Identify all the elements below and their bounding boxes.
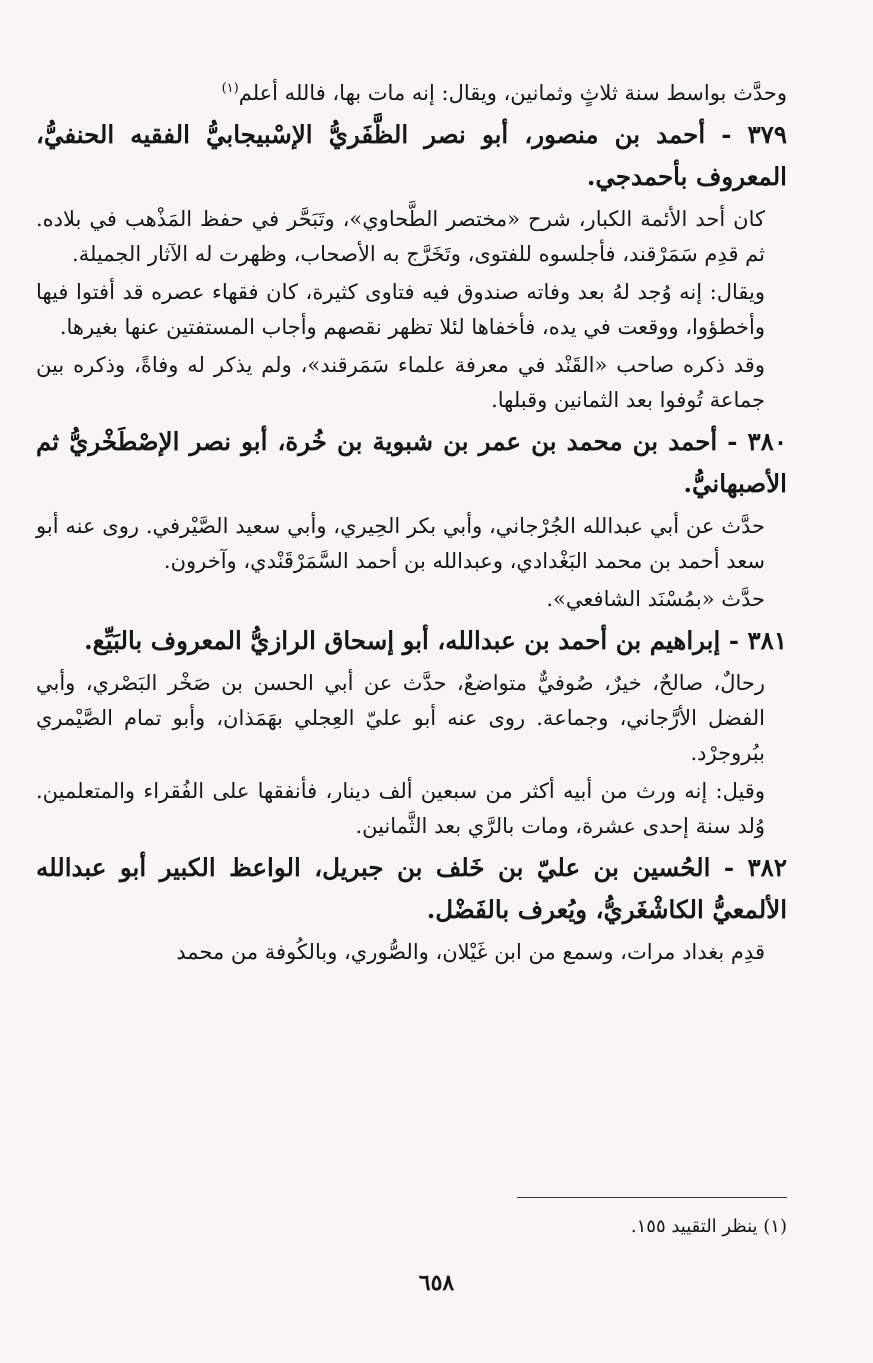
entry-heading: ٣٨١ - إبراهيم بن أحمد بن عبدالله، أبو إسحاق الرازيُّ المعروف بالبَيِّع. [84,626,787,655]
entry-paragraph: ويقال: إنه وُجد لهُ بعد وفاته صندوق فيه فتاوى كثيرة، كان فقهاء عصره قد أفتوا فيها وأخطؤوا، ووقعت في يده، فأخفاها لئلا تظهر نقصهم وأجاب المستفتين عنها بغيرها. [36,280,765,339]
footnote: (١) ينظر التقييد ١٥٥. [630,1216,787,1237]
entry-heading: ٣٧٩ - أحمد بن منصور، أبو نصر الظَّفَريُّ الإسْبيجابيُّ الفقيه الحنفيُّ، المعروف بأحمدجي. [36,120,787,191]
entry-paragraph: وقيل: إنه ورث من أبيه أكثر من سبعين ألف دينار، فأنفقها على الفُقراء والمتعلمين. وُلد سنة إحدى عشرة، ومات بالرَّي بعد الثَّمانين. [36,779,765,838]
entry-paragraph: وقد ذكره صاحب «القَنْد في معرفة علماء سَمَرقند»، ولم يذكر له وفاةً، وذكره بين جماعة تُوفوا بعد الثمانين وقبلها. [36,353,765,412]
entry-379 [36,114,787,418]
page-number: ٦٥٨ [418,1270,455,1296]
entry-heading: ٣٨٢ - الحُسين بن عليّ بن خَلف بن جبريل، الواعظ الكبير أبو عبدالله الألمعيُّ الكاشْغَريُّ، ويُعرف بالفَضْل. [36,853,787,924]
opening-line [36,76,787,111]
footnote-reference[interactable]: (١) [221,81,239,96]
entry-paragraph: حدَّث عن أبي عبدالله الجُرْجاني، وأبي بكر الحِيري، وأبي سعيد الصَّيْرفي. روى عنه أبو سعد أحمد بن محمد البَغْدادي، وعبدالله بن أحمد السَّمَرْقَنْدي، وآخرون. [36,514,765,573]
main-text [36,76,787,973]
entry-paragraph: حدَّث «بمُسْنَد الشافعي». [546,587,765,611]
entry-heading: ٣٨٠ - أحمد بن محمد بن عمر بن شبوية بن خُرة، أبو نصر الإصْطَخْريُّ ثم الأصبهانيُّ. [36,427,787,498]
entry-382 [36,847,787,970]
entry-paragraph: قدِم بغداد مرات، وسمع من ابن غَيْلان، والصُّوري، وبالكُوفة من محمد [176,940,765,964]
entry-paragraph: كان أحد الأئمة الكبار، شرح «مختصر الطَّحاوي»، وتَبَحَّر في حفظ المَذْهب في بلاده. ثم قدِم سَمَرْقند، فأجلسوه للفتوى، وتَخَرَّج به الأصحاب، وظهرت له الآثار الجميلة. [36,207,765,266]
entry-381 [36,620,787,844]
entry-380 [36,421,787,617]
opening-line-text: وحدَّث بواسط سنة ثلاثٍ وثمانين، ويقال: إنه مات بها، فالله أعلم [238,81,787,105]
footnote-divider [517,1197,787,1198]
entry-paragraph: رحالٌ، صالحٌ، خيرٌ، صُوفيٌّ متواضعٌ، حدَّث عن أبي الحسن بن صَخْر البَصْري، وأبي الفضل الأرَّجاني، وجماعة. روى عنه أبو عليّ العِجلي بهَمَذان، وأبو تمام الصَّيْمري ببُروجرْد. [36,671,765,765]
